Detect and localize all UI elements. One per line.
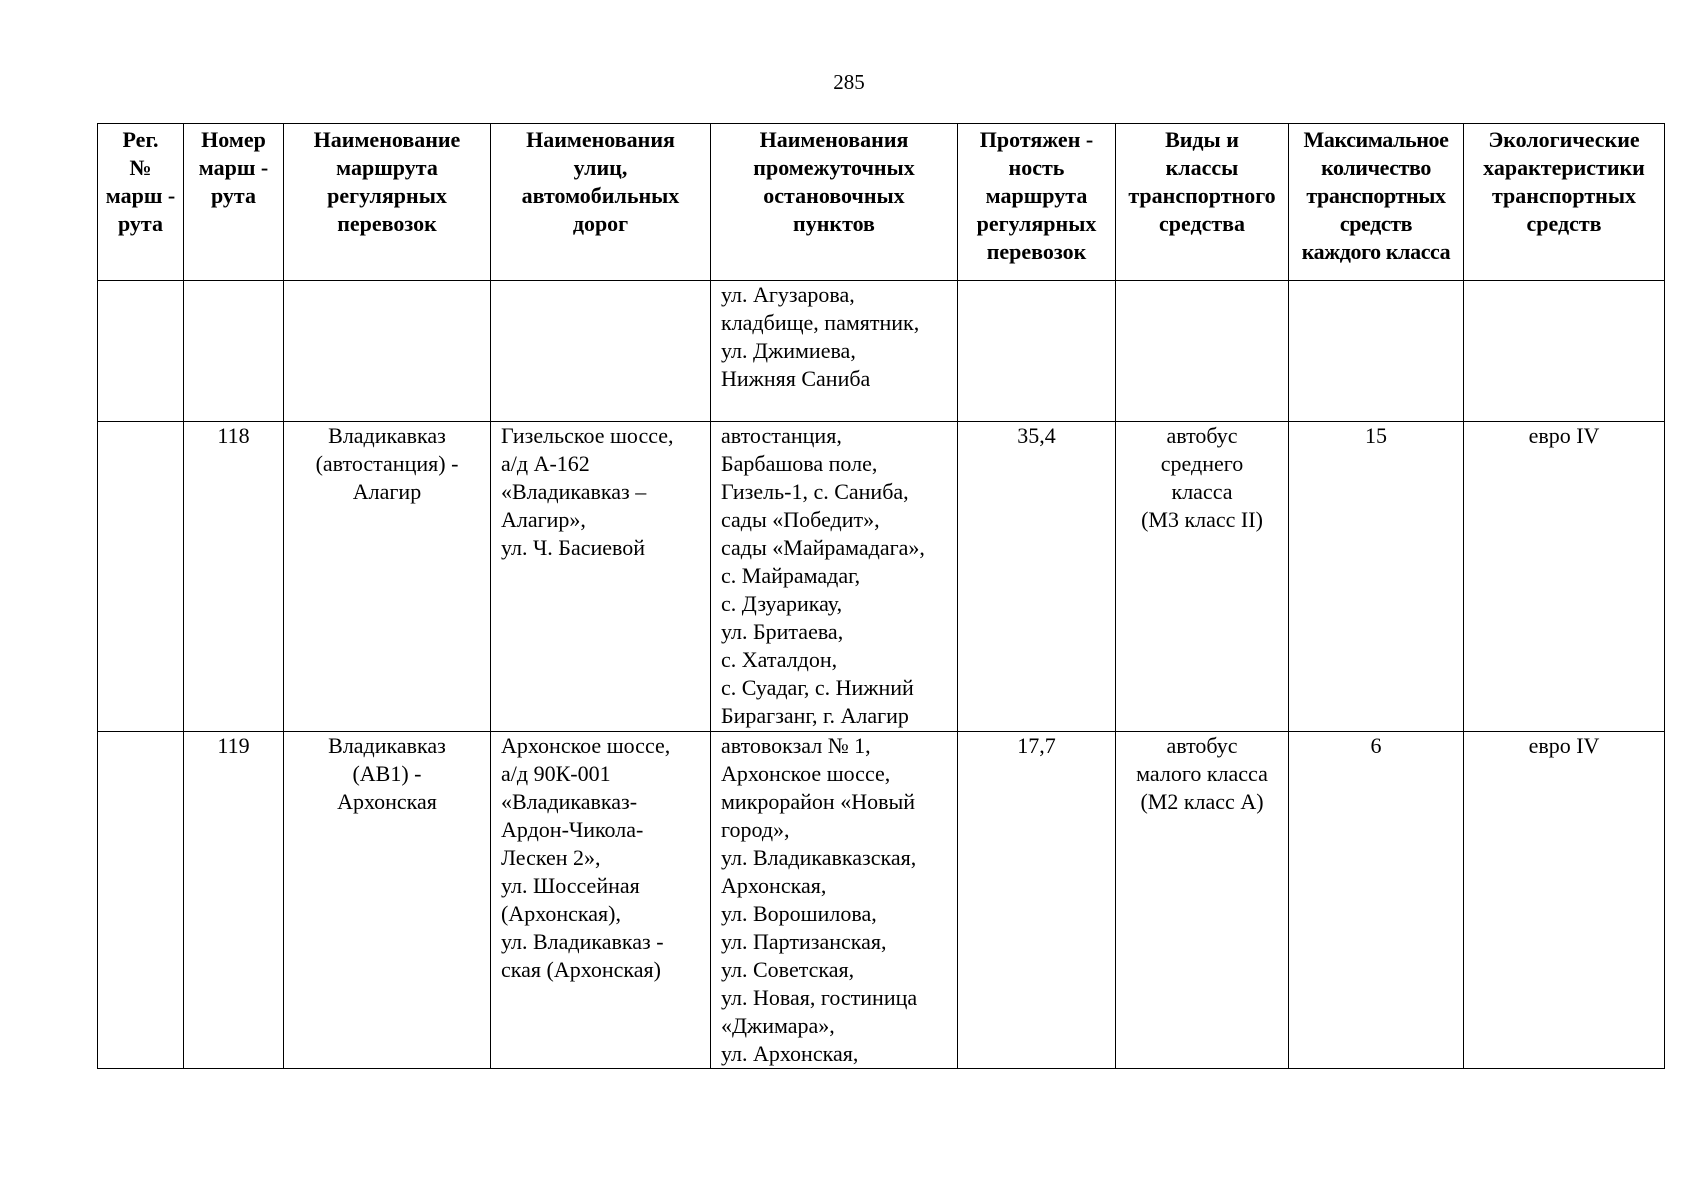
cell-text-line: Барбашова поле, bbox=[721, 451, 878, 476]
cell-text-line: ул. Бритаева, bbox=[721, 619, 844, 644]
cell-text-line: рута bbox=[117, 211, 164, 236]
cell-streets bbox=[491, 281, 711, 422]
cell-text-line: (М3 класс II) bbox=[1141, 507, 1263, 532]
cell-route-name bbox=[284, 422, 491, 732]
cell-text-line: автобус bbox=[1166, 733, 1238, 758]
cell-text-line: Ардон-Чикола- bbox=[501, 817, 644, 842]
cell-text-line: малого класса bbox=[1136, 761, 1268, 786]
cell-text-line: промежуточных bbox=[753, 155, 915, 180]
cell-text-line: сады «Победит», bbox=[721, 507, 880, 532]
cell-text-line: Архонская bbox=[337, 789, 437, 814]
cell-text-line: 6 bbox=[1370, 733, 1382, 758]
header-row bbox=[98, 124, 1665, 281]
cell-text-line: класса bbox=[1171, 479, 1233, 504]
cell-text-line: с. Майрамадаг, bbox=[721, 563, 861, 588]
cell-text-line: «Владикавказ- bbox=[501, 789, 638, 814]
cell-stops bbox=[711, 281, 958, 422]
cell-text-line: ул. Ворошилова, bbox=[721, 901, 877, 926]
cell-text-line: средств bbox=[1526, 211, 1602, 236]
cell-text-line: ул. Ч. Басиевой bbox=[501, 535, 646, 560]
cell-text-line: «Джимара», bbox=[721, 1013, 835, 1038]
cell-route-name bbox=[284, 732, 491, 1069]
cell-text-line: (Архонская), bbox=[501, 901, 621, 926]
cell-route-name bbox=[284, 281, 491, 422]
cell-route-number bbox=[184, 422, 284, 732]
cell-text-line: евро IV bbox=[1528, 423, 1600, 448]
cell-text-line: количество bbox=[1321, 155, 1431, 180]
cell-streets bbox=[491, 422, 711, 732]
header-length bbox=[958, 124, 1116, 281]
cell-text-line: ул. Новая, гостиница bbox=[721, 985, 918, 1010]
cell-text-line: перевозок bbox=[337, 211, 437, 236]
cell-text-line: Номер bbox=[201, 127, 266, 152]
cell-text-line: транспортного bbox=[1128, 183, 1276, 208]
cell-text-line: классы bbox=[1165, 155, 1239, 180]
table-row bbox=[98, 422, 1665, 732]
cell-text-line: 15 bbox=[1365, 423, 1387, 448]
cell-text-line: 118 bbox=[217, 423, 250, 448]
cell-text-line: Протяжен - bbox=[979, 127, 1094, 152]
cell-route-number bbox=[184, 732, 284, 1069]
cell-text-line: каждого класса bbox=[1301, 239, 1451, 264]
cell-text-line: среднего bbox=[1160, 451, 1244, 476]
header-route-name bbox=[284, 124, 491, 281]
header-max-count bbox=[1289, 124, 1464, 281]
cell-text-line: микрорайон «Новый bbox=[721, 789, 916, 814]
cell-text-line: а/д А-162 bbox=[501, 451, 590, 476]
cell-text-line: сады «Майрамадага», bbox=[721, 535, 925, 560]
cell-text-line: ул. Советская, bbox=[721, 957, 855, 982]
cell-length bbox=[958, 422, 1116, 732]
cell-text-line: с. Хаталдон, bbox=[721, 647, 838, 672]
cell-text-line: Максимальное bbox=[1303, 127, 1449, 152]
cell-text-line: 17,7 bbox=[1017, 733, 1056, 758]
cell-text-line: с. Суадаг, с. Нижний bbox=[721, 675, 914, 700]
cell-text-line: ская (Архонская) bbox=[501, 957, 661, 982]
cell-text-line: перевозок bbox=[986, 239, 1087, 264]
cell-text-line: пунктов bbox=[793, 211, 875, 236]
cell-text-line: ул. Архонская, bbox=[721, 1041, 859, 1066]
header-eco bbox=[1464, 124, 1665, 281]
cell-text-line: (АВ1) - bbox=[352, 761, 422, 786]
cell-text-line: Наименования bbox=[759, 127, 909, 152]
cell-text-line: Архонское шоссе, bbox=[501, 733, 671, 758]
cell-reg-number bbox=[98, 732, 184, 1069]
cell-length bbox=[958, 732, 1116, 1069]
cell-text-line: Гизельское шоссе, bbox=[501, 423, 674, 448]
cell-text-line: Архонская, bbox=[721, 873, 827, 898]
cell-text-line: средства bbox=[1158, 211, 1246, 236]
cell-max-count bbox=[1289, 281, 1464, 422]
cell-text-line: остановочных bbox=[763, 183, 905, 208]
cell-text-line: автовокзал № 1, bbox=[721, 733, 871, 758]
cell-text-line: Архонское шоссе, bbox=[721, 761, 891, 786]
cell-stops bbox=[711, 422, 958, 732]
cell-text-line: улиц, bbox=[573, 155, 628, 180]
header-vehicle-type bbox=[1116, 124, 1289, 281]
cell-text-line: кладбище, памятник, bbox=[721, 310, 920, 335]
cell-text-line: а/д 90К-001 bbox=[501, 761, 611, 786]
cell-text-line: город», bbox=[721, 817, 790, 842]
cell-text-line: характеристики bbox=[1483, 155, 1645, 180]
cell-text-line: марш - bbox=[198, 155, 269, 180]
cell-reg-number bbox=[98, 422, 184, 732]
cell-text-line: Бирагзанг, г. Алагир bbox=[721, 703, 909, 728]
cell-text-line: евро IV bbox=[1528, 733, 1600, 758]
cell-max-count bbox=[1289, 732, 1464, 1069]
cell-streets bbox=[491, 732, 711, 1069]
cell-text-line: 35,4 bbox=[1017, 423, 1056, 448]
cell-text-line: автостанция, bbox=[721, 423, 842, 448]
cell-text-line: ул. Джимиева, bbox=[721, 338, 856, 363]
cell-text-line: средств bbox=[1339, 211, 1413, 236]
cell-text-line: рута bbox=[210, 183, 257, 208]
cell-vehicle-type bbox=[1116, 281, 1289, 422]
page-number: 285 bbox=[833, 70, 865, 94]
cell-text-line: марш - bbox=[105, 183, 176, 208]
cell-text-line: маршрута bbox=[985, 183, 1088, 208]
cell-text-line: Нижняя Саниба bbox=[721, 366, 871, 391]
cell-text-line: Владикавказ bbox=[328, 423, 446, 448]
cell-text-line: (автостанция) - bbox=[315, 451, 459, 476]
cell-text-line: ул. Партизанская, bbox=[721, 929, 887, 954]
cell-eco bbox=[1464, 732, 1665, 1069]
cell-text-line: ул. Владикавказская, bbox=[721, 845, 917, 870]
cell-text-line: дорог bbox=[572, 211, 629, 236]
table-row bbox=[98, 732, 1665, 1069]
table-row bbox=[98, 281, 1665, 422]
cell-text-line: Лескен 2», bbox=[501, 845, 601, 870]
cell-text-line: Владикавказ bbox=[328, 733, 446, 758]
cell-text-line: ул. Агузарова, bbox=[721, 282, 855, 307]
cell-eco bbox=[1464, 281, 1665, 422]
cell-text-line: регулярных bbox=[327, 183, 447, 208]
cell-text-line: № bbox=[129, 155, 152, 180]
cell-text-line: Рег. bbox=[122, 127, 159, 152]
cell-text-line: Наименование bbox=[313, 127, 461, 152]
cell-stops bbox=[711, 732, 958, 1069]
cell-text-line: транспортных bbox=[1306, 183, 1446, 208]
header-streets bbox=[491, 124, 711, 281]
cell-text-line: 119 bbox=[217, 733, 250, 758]
cell-vehicle-type bbox=[1116, 732, 1289, 1069]
cell-eco bbox=[1464, 422, 1665, 732]
cell-text-line: Гизель-1, с. Саниба, bbox=[721, 479, 909, 504]
cell-text-line: Наименования bbox=[526, 127, 675, 152]
cell-text-line: регулярных bbox=[976, 211, 1097, 236]
cell-text-line: (М2 класс А) bbox=[1140, 789, 1264, 814]
cell-text-line: автобус bbox=[1166, 423, 1238, 448]
cell-text-line: маршрута bbox=[336, 155, 438, 180]
cell-max-count bbox=[1289, 422, 1464, 732]
cell-vehicle-type bbox=[1116, 422, 1289, 732]
routes-table bbox=[97, 123, 1665, 1069]
cell-text-line: ул. Владикавказ - bbox=[501, 929, 664, 954]
header-route-number bbox=[184, 124, 284, 281]
cell-text-line: ул. Шоссейная bbox=[501, 873, 640, 898]
cell-text-line: Виды и bbox=[1165, 127, 1239, 152]
cell-text-line: «Владикавказ – bbox=[501, 479, 647, 504]
cell-text-line: с. Дзуарикау, bbox=[721, 591, 843, 616]
cell-text-line: Алагир», bbox=[501, 507, 586, 532]
cell-text-line: автомобильных bbox=[521, 183, 680, 208]
cell-text-line: Экологические bbox=[1488, 127, 1640, 152]
header-reg-number bbox=[98, 124, 184, 281]
header-stops bbox=[711, 124, 958, 281]
cell-text-line: ность bbox=[1008, 155, 1065, 180]
cell-text-line: транспортных bbox=[1491, 183, 1637, 208]
cell-route-number bbox=[184, 281, 284, 422]
cell-text-line: Алагир bbox=[352, 479, 422, 504]
cell-reg-number bbox=[98, 281, 184, 422]
cell-length bbox=[958, 281, 1116, 422]
